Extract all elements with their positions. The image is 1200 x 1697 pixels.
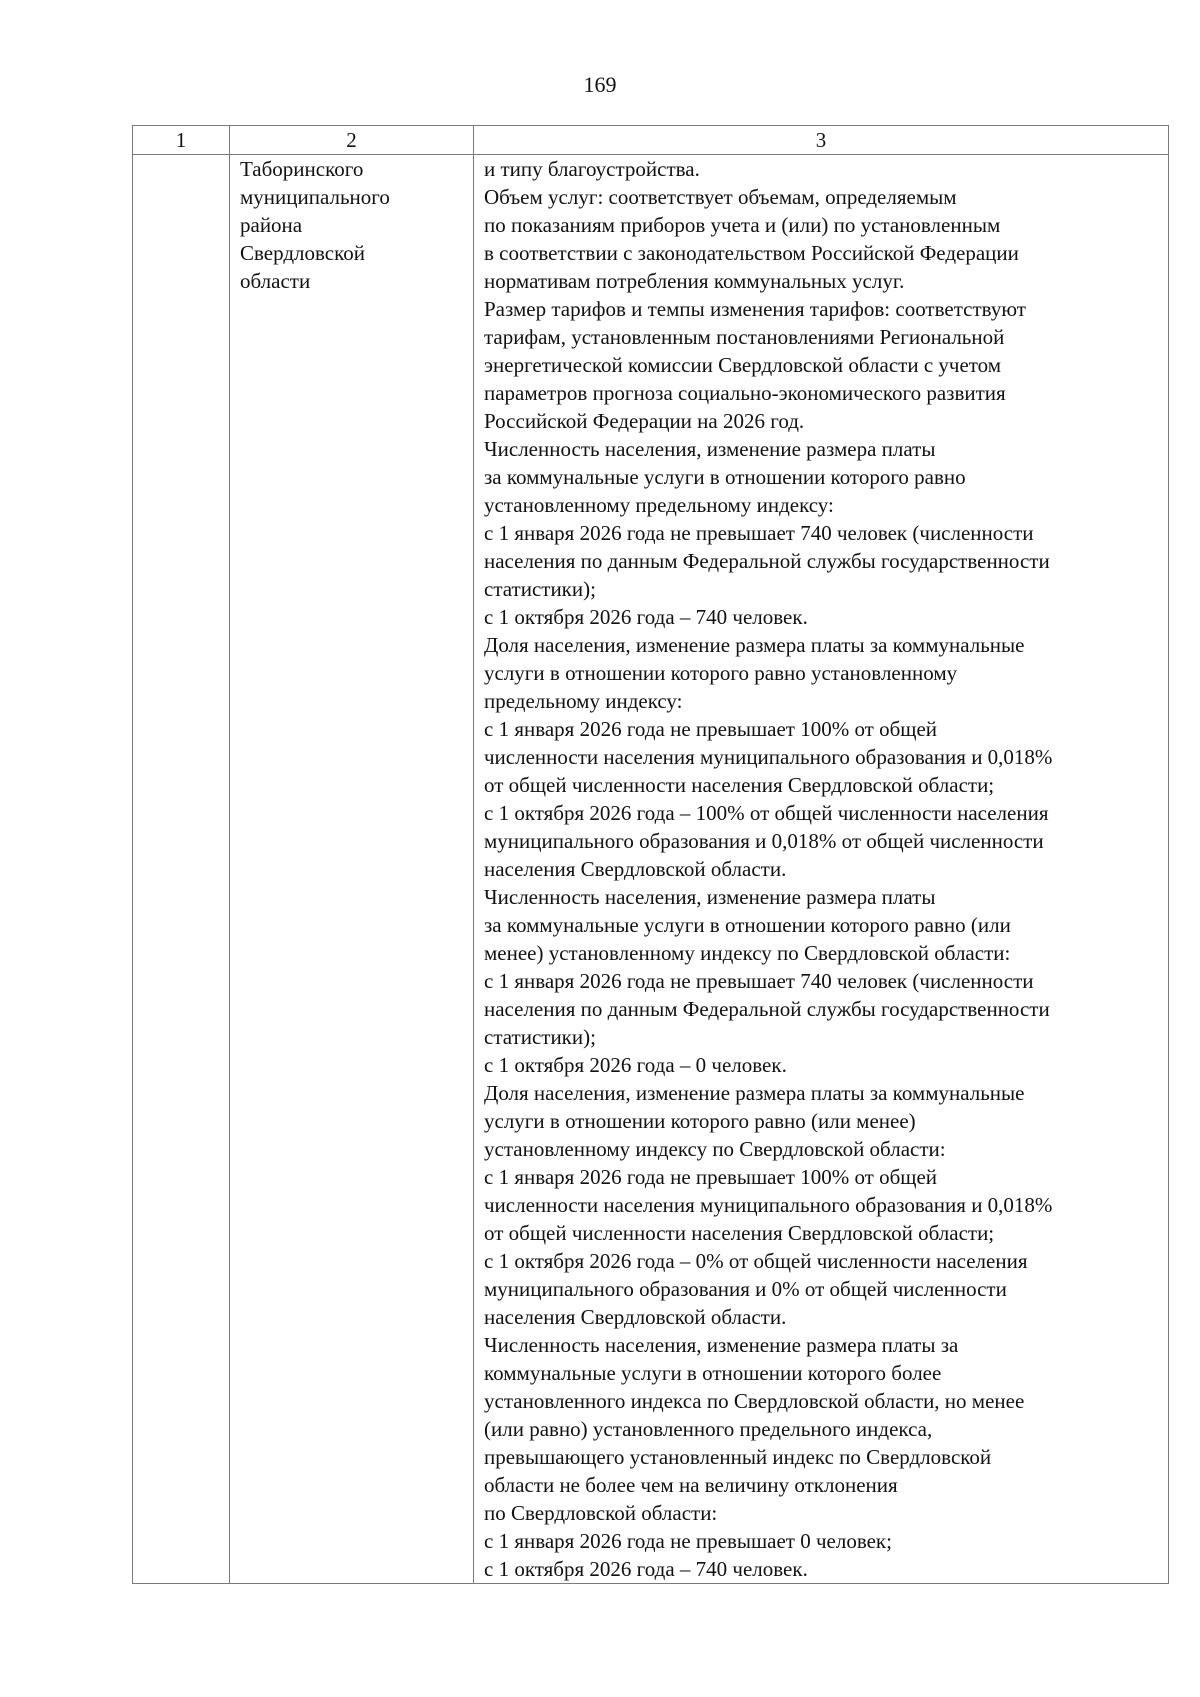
description-text-line: менее) установленному индексу по Свердловской области: — [484, 941, 1011, 965]
description-text-line: по показаниям приборов учета и (или) по установленным — [484, 213, 1001, 237]
description-text-line: населения Свердловской области. — [484, 857, 787, 881]
description-text-line: Численность населения, изменение размера платы за — [484, 1333, 959, 1357]
description-text-line: превышающего установленный индекс по Свердловской — [484, 1445, 992, 1469]
description-text-line: установленному предельному индексу: — [484, 493, 834, 517]
data-table — [132, 125, 1169, 1584]
description-text-line: коммунальные услуги в отношении которого более — [484, 1361, 942, 1385]
description-text-line: Численность населения, изменение размера платы — [484, 437, 936, 461]
cell-territory — [230, 155, 474, 1584]
description-text-line: установленного индекса по Свердловской области, но менее — [484, 1389, 1025, 1413]
description-text-line: предельному индексу: — [484, 689, 683, 713]
description-text-line: с 1 октября 2026 года – 100% от общей численности населения — [484, 801, 1049, 825]
description-text-line: с 1 октября 2026 года – 740 человек. — [484, 1557, 808, 1581]
description-text-line: нормативам потребления коммунальных услуг. — [484, 269, 905, 293]
cell-number — [133, 155, 230, 1584]
description-text-line: с 1 января 2026 года не превышает 100% от общей — [484, 717, 938, 741]
description-text-line: Размер тарифов и темпы изменения тарифов: соответствуют — [484, 297, 1026, 321]
description-text-line: численности населения муниципального образования и 0,018% — [484, 745, 1053, 769]
cell-description — [474, 155, 1169, 1584]
description-text-line: за коммунальные услуги в отношении которого равно — [484, 465, 966, 489]
description-text-line: в соответствии с законодательством Российской Федерации — [484, 241, 1019, 265]
description-text-line: услуги в отношении которого равно установленному — [484, 661, 958, 685]
description-text-line: населения по данным Федеральной службы государственности — [484, 997, 1050, 1021]
description-text-line: Объем услуг: соответствует объемам, определяемым — [484, 185, 957, 209]
territory-text-line: области — [240, 269, 311, 293]
description-text-line: населения Свердловской области. — [484, 1305, 787, 1329]
description-text-line: статистики); — [484, 1025, 596, 1049]
description-text-line: с 1 января 2026 года не превышает 0 человек; — [484, 1529, 892, 1553]
description-text-line: Численность населения, изменение размера платы — [484, 885, 936, 909]
description-text-line: численности населения муниципального образования и 0,018% — [484, 1193, 1053, 1217]
description-text-line: Доля населения, изменение размера платы за коммунальные — [484, 633, 1025, 657]
table-header-row — [133, 126, 1169, 155]
table-row — [133, 155, 1169, 1584]
description-text-line: Доля населения, изменение размера платы за коммунальные — [484, 1081, 1025, 1105]
description-text-line: Российской Федерации на 2026 год. — [484, 409, 805, 433]
description-text-line: с 1 января 2026 года не превышает 740 человек (численности — [484, 969, 1034, 993]
description-text-line: с 1 января 2026 года не превышает 100% от общей — [484, 1165, 938, 1189]
description-text-line: тарифам, установленным постановлениями Региональной — [484, 325, 1005, 349]
territory-text-line: муниципального — [240, 185, 390, 209]
description-text-line: за коммунальные услуги в отношении которого равно (или — [484, 913, 1011, 937]
description-text-line: области не более чем на величину отклонения — [484, 1473, 898, 1497]
description-text-line: с 1 октября 2026 года – 0 человек. — [484, 1053, 787, 1077]
column-header-1: 1 — [133, 126, 230, 155]
description-text-line: параметров прогноза социально-экономического развития — [484, 381, 1006, 405]
description-text-line: по Свердловской области: — [484, 1501, 718, 1525]
description-text-line: (или равно) установленного предельного индекса, — [484, 1417, 933, 1441]
description-text-line: услуги в отношении которого равно (или менее) — [484, 1109, 916, 1133]
territory-text-line: Таборинского — [240, 157, 364, 181]
description-text-line: с 1 октября 2026 года – 740 человек. — [484, 605, 808, 629]
description-text-line: населения по данным Федеральной службы государственности — [484, 549, 1050, 573]
description-text-line: и типу благоустройства. — [484, 157, 700, 181]
description-text-line: муниципального образования и 0% от общей численности — [484, 1277, 1007, 1301]
column-header-2: 2 — [230, 126, 474, 155]
territory-text-line: района — [240, 213, 303, 237]
description-text-line: энергетической комиссии Свердловской области с учетом — [484, 353, 1002, 377]
page-number: 169 — [583, 72, 617, 97]
description-text-line: с 1 октября 2026 года – 0% от общей численности населения — [484, 1249, 1028, 1273]
column-header-3: 3 — [474, 126, 1169, 155]
description-text-line: с 1 января 2026 года не превышает 740 человек (численности — [484, 521, 1034, 545]
description-text-line: статистики); — [484, 577, 596, 601]
description-text-line: от общей численности населения Свердловской области; — [484, 1221, 995, 1245]
territory-text-line: Свердловской — [240, 241, 365, 265]
description-text-line: установленному индексу по Свердловской области: — [484, 1137, 946, 1161]
description-text-line: от общей численности населения Свердловской области; — [484, 773, 995, 797]
description-text-line: муниципального образования и 0,018% от общей численности — [484, 829, 1044, 853]
